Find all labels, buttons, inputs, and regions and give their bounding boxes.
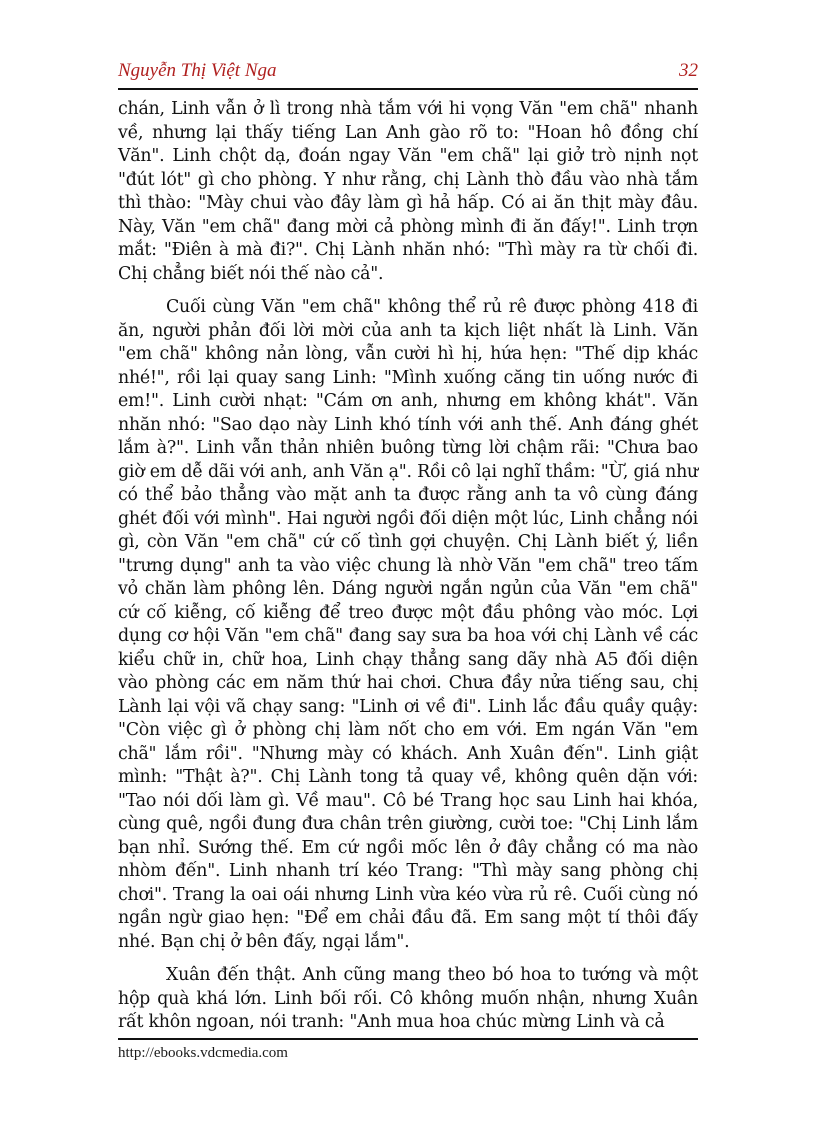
paragraph-1: chán, Linh vẫn ở lì trong nhà tắm với hi vọng Văn "em chã" nhanh về, nhưng lại thấy tiếng Lan Anh gào rõ to: "Hoan hô đồng chí Văn". Linh chột dạ, đoán ngay Văn "em chã" lại giở trò nịnh nọt "đút lót" gì cho phòng. Y như rằng, chị Lành thò đầu vào nhà tắm thì thào: "Mày chui vào đây làm gì hả hấp. Có ai ăn thịt mày đâu. Này, Văn "em chã" đang mời cả phòng mình đi ăn đấy!". Linh trợn mắt: "Điên à mà đi?". Chị Lành nhăn nhó: "Thì mày ra từ chối đi. Chị chẳng biết nói thế nào cả". <box>118 99 698 284</box>
paragraph-2: Cuối cùng Văn "em chã" không thể rủ rê được phòng 418 đi ăn, người phản đối lời mời của anh ta kịch liệt nhất là Linh. Văn "em chã" không nản lòng, vẫn cười hì hị, hứa hẹn: "Thế dịp khác nhé!", rồi lại quay sang Linh: "Mình xuống căng tin uống nước đi em!". Linh cười nhạt: "Cám ơn anh, nhưng em không khát". Văn nhăn nhó: "Sao dạo này Linh khó tính với anh thế. Anh đáng ghét lắm à?". Linh vẫn thản nhiên buông từng lời chậm rãi: "Chưa bao giờ em dễ dãi với anh, anh Văn ạ". Rồi cô lại nghĩ thầm: "Ừ, giá như có thể bảo thẳng vào mặt anh ta được rằng anh ta vô cùng đáng ghét đối với mình". Hai người ngồi đối diện một lúc, Linh chẳng nói gì, còn Văn "em chã" cứ cố tình gợi chuyện. Chị Lành biết ý, liền "trưng dụng" anh ta vào việc chung là nhờ Văn "em chã" treo tấm vỏ chăn làm phông lên. Dáng người ngắn ngủn của Văn "em chã" cứ cố kiễng, cố kiễng để treo được một đầu phông vào móc. Lợi dụng cơ hội Văn "em chã" đang say sưa ba hoa với chị Lành về các kiểu chữ in, chữ hoa, Linh chạy thẳng sang dãy nhà A5 đối diện vào phòng các em năm thứ hai chơi. Chưa đầy nửa tiếng sau, chị Lành lại vội vã chạy sang: "Linh ơi về đi". Linh lắc đầu quầy quậy: "Còn việc gì ở phòng chị làm nốt cho em với. Em ngán Văn "em chã" lắm rồi". "Nhưng mày có khách. Anh Xuân đến". Linh giật mình: "Thật à?". Chị Lành tong tả quay về, không quên dặn với: "Tao nói dối làm gì. Về mau". Cô bé Trang học sau Linh hai khóa, cùng quê, ngồi đung đưa chân trên giường, cười toe: "Chị Linh lắm bạn nhỉ. Sướng thế. Em cứ ngồi mốc lên ở đây chẳng có ma nào nhòm đến". Linh nhanh trí kéo Trang: "Thì mày sang phòng chị chơi". Trang la oai oái nhưng Linh vừa kéo vừa rủ rê. Cuối cùng nó ngần ngừ giao hẹn: "Để em chải đầu đã. Em sang một tí thôi đấy nhé. Bạn chị ở bên đấy, ngại lắm". <box>118 297 698 952</box>
paragraph-3: Xuân đến thật. Anh cũng mang theo bó hoa to tướng và một hộp quà khá lớn. Linh bối rối. Cô không muốn nhận, nhưng Xuân rất khôn ngoan, nói tranh: "Anh mua hoa chúc mừng Linh và cả <box>118 965 698 1032</box>
author-name: Nguyễn Thị Việt Nga <box>118 60 277 81</box>
footer-divider <box>118 1038 698 1040</box>
header-divider <box>118 88 698 90</box>
page-header <box>118 60 698 88</box>
body-text <box>118 98 698 1045</box>
footer-url[interactable]: http://ebooks.vdcmedia.com <box>118 1045 288 1061</box>
page-number: 32 <box>679 60 698 81</box>
